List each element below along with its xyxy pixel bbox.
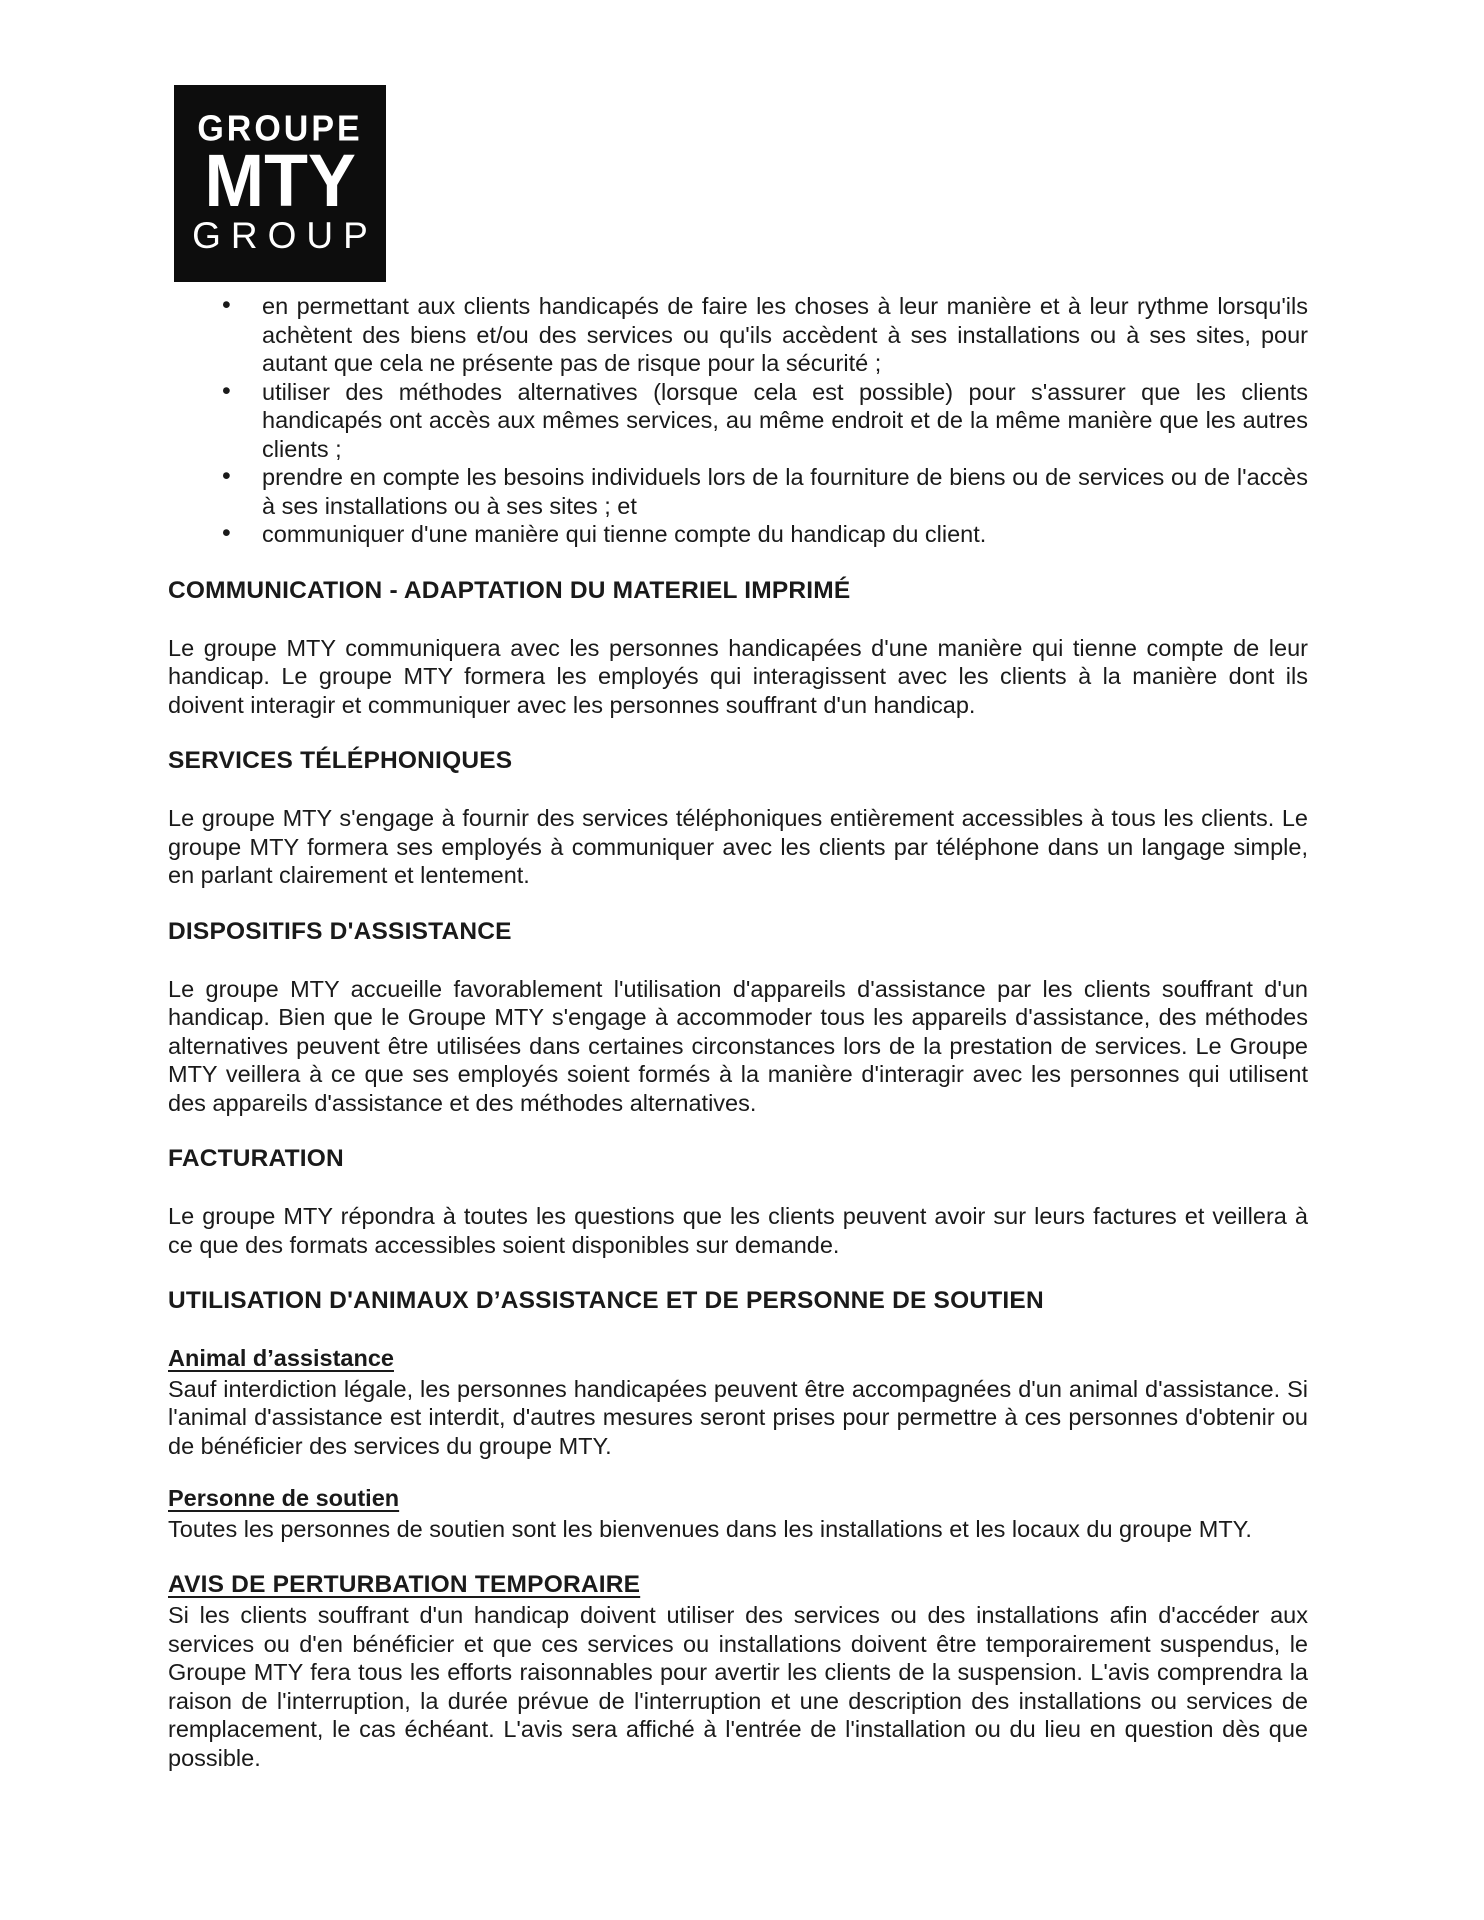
logo-line-group: GROUP — [192, 214, 378, 256]
paragraph-animal-assistance: Sauf interdiction légale, les personnes handicapées peuvent être accompagnées d'un animal d'assistance. Si l'animal d'assistance est interdit, d'autres mesures seront prises pour permettre à ces personnes d'obtenir ou de bénéficier des services du groupe MTY. — [168, 1375, 1308, 1459]
section-heading-facturation: FACTURATION — [168, 1145, 344, 1172]
bullet-item-4: • communiquer d'une manière qui tienne compte du handicap du client. — [262, 520, 1308, 549]
section-avis-perturbation — [168, 1570, 1308, 1772]
document-content — [168, 0, 1308, 1772]
section-paragraph-avis-perturbation: Si les clients souffrant d'un handicap doivent utiliser des services ou des installations afin d'accéder aux services ou d'en bénéficier et que ces services ou installations doivent être temporairement suspendus, le Groupe MTY fera tous les efforts raisonnables pour avertir les clients de la suspension. L'avis comprendra la raison de l'interruption, la durée prévue de l'interruption et une description des installations ou services de remplacement, le cas échéant. L'avis sera affiché à l'entrée de l'installation ou du lieu en question dès que possible. — [168, 1602, 1308, 1771]
logo-container — [174, 0, 1308, 282]
mty-logo — [174, 85, 386, 282]
section-facturation — [168, 1144, 1308, 1259]
section-paragraph-communication: Le groupe MTY communiquera avec les personnes handicapées d'une manière qui tienne compte de leur handicap. Le groupe MTY formera les employés qui interagissent avec les clients à la manière dont ils doivent interagir et communiquer avec les personnes souffrant d'un handicap. — [168, 634, 1308, 718]
section-heading-dispositifs-assistance: DISPOSITIFS D'ASSISTANCE — [168, 917, 512, 945]
paragraph-personne-soutien: Toutes les personnes de soutien sont les bienvenues dans les installations et les locaux du groupe MTY. — [168, 1515, 1252, 1542]
subheading-animal-assistance: Animal d’assistance — [168, 1345, 394, 1371]
section-heading-animaux-soutien: UTILISATION D'ANIMAUX D’ASSISTANCE ET DE PERSONNE DE SOUTIEN — [168, 1287, 1044, 1314]
section-heading-avis-perturbation: AVIS DE PERTURBATION TEMPORAIRE — [168, 1571, 641, 1598]
section-dispositifs-assistance — [168, 917, 1308, 1118]
logo-line-groupe: GROUPE — [197, 108, 363, 149]
section-paragraph-facturation: Le groupe MTY répondra à toutes les questions que les clients peuvent avoir sur leurs factures et veillera à ce que des formats accessibles soient disponibles sur demande. — [168, 1203, 1308, 1258]
section-communication — [168, 576, 1308, 720]
bullet-item-3: • prendre en compte les besoins individuels lors de la fourniture de biens ou de services ou de l'accès à ses installations ou à ses sites ; et — [262, 463, 1308, 520]
section-paragraph-services-telephoniques: Le groupe MTY s'engage à fournir des services téléphoniques entièrement accessibles à tous les clients. Le groupe MTY formera ses employés à communiquer avec les clients par téléphone dans un langage simple, en parlant clairement et lentement. — [168, 805, 1308, 888]
section-heading-services-telephoniques: SERVICES TÉLÉPHONIQUES — [168, 747, 513, 774]
section-paragraph-dispositifs-assistance: Le groupe MTY accueille favorablement l'utilisation d'appareils d'assistance par les clients souffrant d'un handicap. Bien que le Groupe MTY s'engage à accommoder tous les appareils d'assistance, des méthodes alternatives peuvent être utilisées dans certaines circonstances lors de la prestation de services. Le Groupe MTY veillera à ce que ses employés soient formés à la manière d'interagir avec les personnes qui utilisent des appareils d'assistance et des méthodes alternatives. — [168, 975, 1308, 1116]
bullet-item-2: • utiliser des méthodes alternatives (lorsque cela est possible) pour s'assurer que les clients handicapés ont accès aux mêmes services, au même endroit et de la même manière que les autres clients ; — [262, 378, 1308, 464]
section-heading-communication: COMMUNICATION - ADAPTATION DU MATERIEL IMPRIMÉ — [168, 576, 851, 604]
section-animaux-soutien — [168, 1286, 1308, 1543]
bullet-item-1: • en permettant aux clients handicapés de faire les choses à leur manière et à leur rythme lorsqu'ils achètent des biens et/ou des services ou qu'ils accèdent à ses installations ou à ses sites, pour autant que cela ne présente pas de risque pour la sécurité ; — [262, 292, 1308, 378]
subheading-personne-soutien: Personne de soutien — [168, 1485, 400, 1511]
logo-line-mty: MTY — [204, 138, 356, 222]
section-services-telephoniques — [168, 746, 1308, 890]
intro-bullet-list — [168, 292, 1308, 549]
